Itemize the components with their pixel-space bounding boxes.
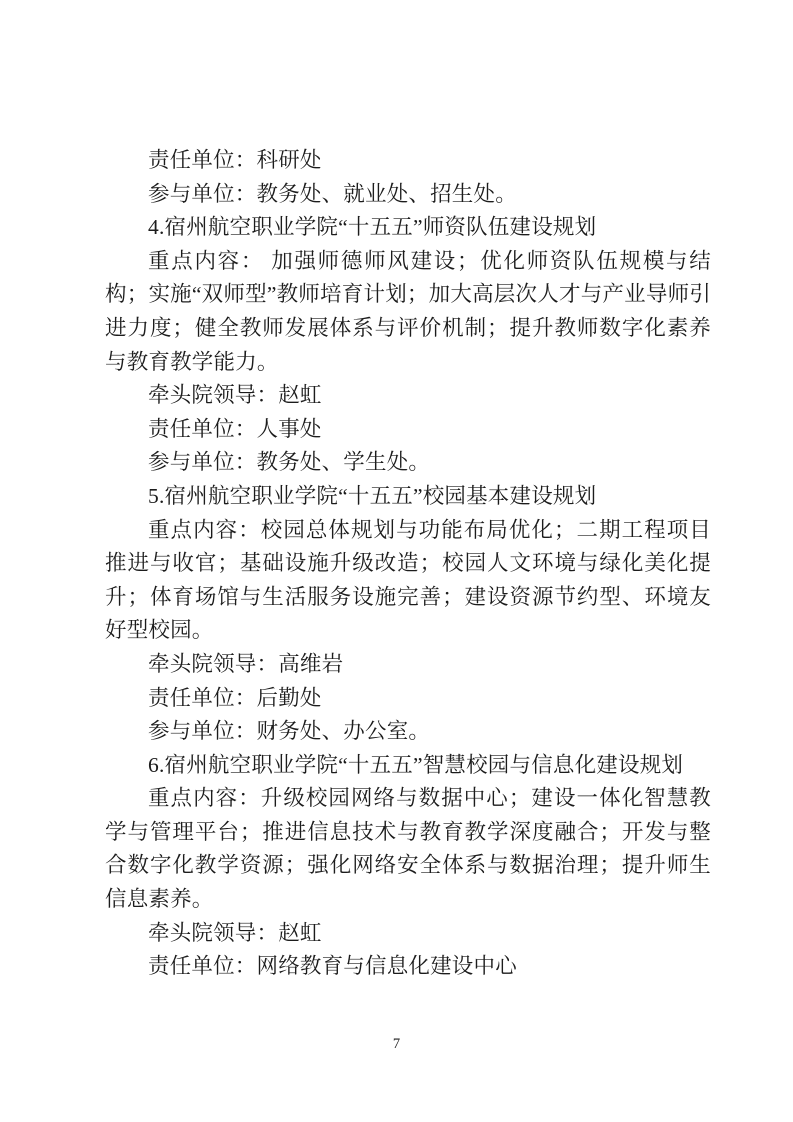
lead-leader-line: 牵头院领导：赵虹: [148, 920, 322, 945]
document-body: [105, 144, 711, 984]
page-number: 7: [392, 1036, 401, 1052]
section-heading-5: 5.宿州航空职业学院“十五五”校园基本建设规划: [148, 483, 597, 508]
responsible-unit-line: 责任单位：科研处: [148, 148, 322, 172]
participating-units-line: 参与单位：教务处、学生处。: [148, 450, 431, 475]
responsible-unit-line: 责任单位：人事处: [148, 416, 322, 441]
lead-leader-line: 牵头院领导：赵虹: [148, 383, 322, 408]
key-content-paragraph-4: 重点内容： 加强师德师风建设；优化师资队伍规模与结构；实施“双师型”教师培育计划；加大高层次人才与产业导师引进力度；健全教师发展体系与评价机制；提升教师数字化素养与教育教学能力。: [105, 248, 711, 374]
responsible-unit-line: 责任单位：网络教育与信息化建设中心: [148, 954, 517, 979]
section-heading-6: 6.宿州航空职业学院“十五五”智慧校园与信息化建设规划: [148, 752, 684, 777]
responsible-unit-line: 责任单位：后勤处: [148, 685, 322, 710]
key-content-paragraph-5: 重点内容：校园总体规划与功能布局优化；二期工程项目推进与收官；基础设施升级改造；校园人文环境与绿化美化提升；体育场馆与生活服务设施完善；建设资源节约型、环境友好型校园。: [105, 517, 711, 643]
section-heading-4: 4.宿州航空职业学院“十五五”师资队伍建设规划: [148, 215, 597, 240]
participating-units-line: 参与单位：财务处、办公室。: [148, 719, 431, 744]
lead-leader-line: 牵头院领导：高维岩: [148, 651, 344, 676]
participating-units-line: 参与单位：教务处、就业处、招生处。: [148, 181, 517, 206]
key-content-paragraph-6: 重点内容：升级校园网络与数据中心；建设一体化智慧教学与管理平台；推进信息技术与教育教学深度融合；开发与整合数字化教学资源；强化网络安全体系与数据治理；提升师生信息素养。: [105, 786, 711, 912]
